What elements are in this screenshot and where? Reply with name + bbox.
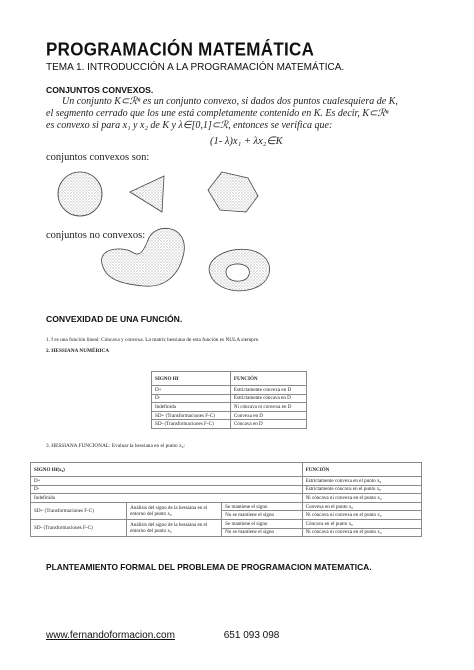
- footer-phone: 651 093 098: [223, 630, 280, 641]
- nonconvex-examples-label: conjuntos no convexos:: [46, 230, 146, 241]
- definition-line-1: Un conjunto K⊂ℛⁿ es un conjunto convexo, si dados dos puntos cualesquiera de K,: [62, 96, 398, 107]
- convex-circle-shape: [58, 172, 102, 216]
- table-row: [152, 386, 307, 395]
- page-title: PROGRAMACIÓN MATEMÁTICA: [46, 39, 315, 60]
- table-row: [152, 403, 307, 412]
- table-row: [152, 420, 307, 429]
- table-header-cell: SIGNO Hf(x₀): [31, 463, 303, 477]
- item-linear-function: 1. f es una función lineal: Cóncava y convexa. La matriz hessiana de esta función es NULA siempre.: [46, 337, 260, 343]
- table-row: [152, 394, 307, 403]
- table-cell: Cóncava en D: [230, 420, 306, 429]
- numeric-hessian-table: [151, 371, 307, 429]
- table-cell: SD+ (Transformaciones F-C): [31, 502, 127, 519]
- table-cell: Ni cóncava ni convexa en el punto x₀: [302, 494, 421, 503]
- table-cell: Se mantiene el signo: [222, 519, 302, 528]
- table-header-row: [152, 372, 307, 386]
- item-numeric-hessian: 2. HESSIANA NUMÉRICA: [46, 348, 110, 354]
- table-cell: SD- (Transformaciones F-C): [31, 519, 127, 536]
- table-row: [31, 502, 422, 511]
- table-row: [31, 519, 422, 528]
- section-heading-formal-problem: PLANTEAMIENTO FORMAL DEL PROBLEMA DE PROGRAMACION MATEMATICA.: [46, 562, 372, 572]
- table-cell: Estrictamente cóncava en el punto x₀: [302, 485, 421, 494]
- table-cell: Ni cóncava ni convexa en D: [230, 403, 306, 412]
- table-cell: D-: [152, 394, 231, 403]
- nonconvex-ring-shape: [209, 249, 270, 291]
- convexity-formula: (1- λ)x₁ + λx₂∈K: [210, 136, 283, 147]
- convex-triangle-shape: [130, 176, 164, 212]
- table-row: [152, 411, 307, 420]
- convex-examples-label: conjuntos convexos son:: [46, 152, 150, 163]
- table-cell: Convexa en D: [230, 411, 306, 420]
- table-cell: Indefinida: [152, 403, 231, 412]
- footer-website-link[interactable]: www.fernandoformacion.com: [46, 630, 175, 641]
- table-cell: D+: [31, 477, 303, 486]
- table-cell: Indefinida: [31, 494, 303, 503]
- table-cell: Análisis del signo de la hessiana en el entorno del punto x₀: [127, 502, 222, 519]
- table-header-cell: SIGNO Hf: [152, 372, 231, 386]
- page-subtitle: TEMA 1. INTRODUCCIÓN A LA PROGRAMACIÓN MATEMÁTICA.: [46, 62, 345, 73]
- table-cell: Cóncava en el punto x₀: [302, 519, 421, 528]
- table-cell: D-: [31, 485, 303, 494]
- table-cell: SD- (Transformaciones F-C): [152, 420, 231, 429]
- table-cell: Ni cóncava ni convexa en el punto x₀: [302, 511, 421, 520]
- table-cell: Se mantiene el signo: [222, 502, 302, 511]
- section-heading-convex-sets: CONJUNTOS CONVEXOS.: [46, 85, 154, 95]
- table-cell: Ni cóncava ni convexa en el punto x₀: [302, 528, 421, 537]
- table-row: [31, 477, 422, 486]
- table-cell: SD+ (Transformaciones F-C): [152, 411, 231, 420]
- section-heading-function-convexity: CONVEXIDAD DE UNA FUNCIÓN.: [46, 314, 183, 324]
- table-cell: D+: [152, 386, 231, 395]
- definition-line-2: el segmento cerrado que los une está completamente contenido en K. Es decir, K⊂ℛⁿ: [46, 108, 389, 119]
- table-row: [31, 485, 422, 494]
- table-cell: No se mantiene el signo: [222, 511, 302, 520]
- footer: [46, 630, 279, 641]
- table-header-cell: FUNCIÓN: [230, 372, 306, 386]
- table-cell: Convexa en el punto x₀: [302, 502, 421, 511]
- table-cell: Análisis del signo de la hessiana en el entorno del punto x₀: [127, 519, 222, 536]
- table-cell: Estrictamente convexa en el punto x₀: [302, 477, 421, 486]
- table-header-cell: FUNCIÓN: [302, 463, 421, 477]
- convex-hexagon-shape: [208, 172, 258, 212]
- table-cell: No se mantiene el signo: [222, 528, 302, 537]
- item-functional-hessian: 3. HESSIANA FUNCIONAL: Evaluar la hessiana en el punto x₀:: [46, 443, 185, 449]
- table-cell: Estrictamente cóncava en D: [230, 394, 306, 403]
- functional-hessian-table: [30, 462, 422, 537]
- table-header-row: [31, 463, 422, 477]
- definition-line-3: es convexo si para x₁ y x₂ de K y λ∈[0,1]⊂ℛ, entonces se verifica que:: [46, 120, 333, 131]
- table-row: [31, 494, 422, 503]
- table-cell: Estrictamente convexa en D: [230, 386, 306, 395]
